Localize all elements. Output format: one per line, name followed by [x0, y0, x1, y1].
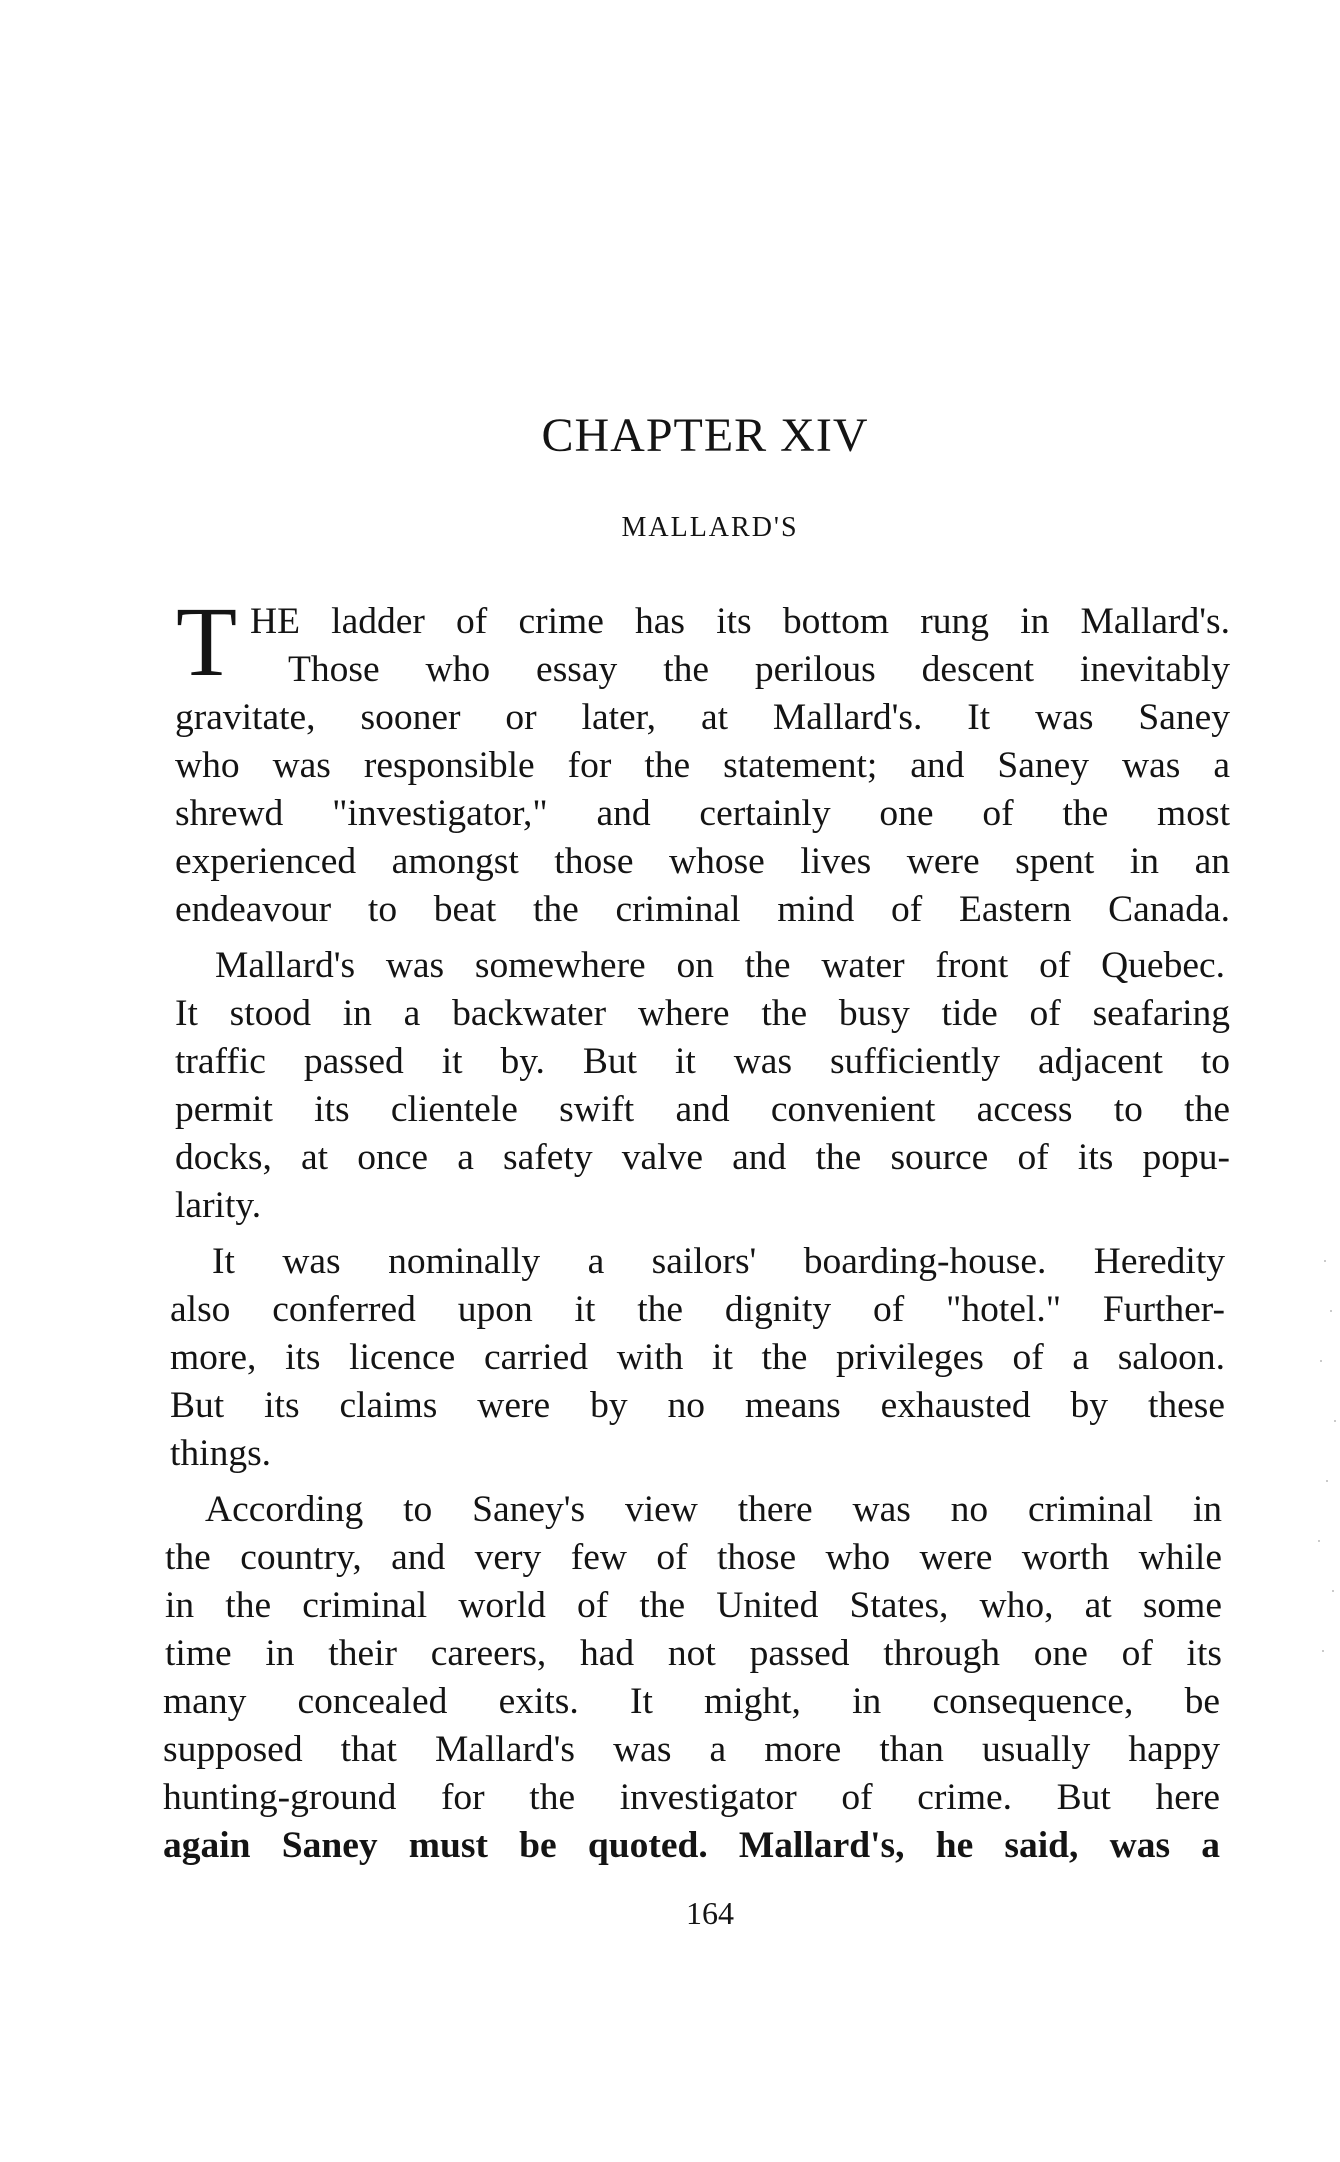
- text-line: permit its clientele swift and convenient access to the: [175, 1089, 1230, 1130]
- chapter-title: CHAPTER XIV: [541, 409, 869, 462]
- text-line: HE ladder of crime has its bottom rung in Mallard's.: [250, 601, 1230, 642]
- text-line: Mallard's was somewhere on the water front of Quebec.: [215, 945, 1225, 986]
- text-line: gravitate, sooner or later, at Mallard's. It was Saney: [175, 697, 1230, 738]
- text-line: in the criminal world of the United States, who, at some: [165, 1585, 1222, 1626]
- text-line: But its claims were by no means exhausted by these: [170, 1385, 1225, 1426]
- text-line: larity.: [175, 1185, 262, 1226]
- text-line: endeavour to beat the criminal mind of Eastern Canada.: [175, 889, 1230, 930]
- text-line: time in their careers, had not passed through one of its: [165, 1633, 1222, 1674]
- text-line: According to Saney's view there was no criminal in: [205, 1489, 1222, 1530]
- text-line: also conferred upon it the dignity of "hotel." Further-: [170, 1289, 1225, 1330]
- text-line: traffic passed it by. But it was sufficiently adjacent to: [175, 1041, 1230, 1082]
- text-line: It was nominally a sailors' boarding-house. Heredity: [212, 1241, 1225, 1282]
- text-line: shrewd "investigator," and certainly one of the most: [175, 793, 1230, 834]
- text-line: the country, and very few of those who were worth while: [165, 1537, 1222, 1578]
- text-line: docks, at once a safety valve and the source of its popu-: [175, 1137, 1230, 1178]
- text-line: things.: [170, 1433, 272, 1474]
- text-line: supposed that Mallard's was a more than usually happy: [163, 1729, 1220, 1770]
- text-line: again Saney must be quoted. Mallard's, he said, was a: [163, 1825, 1220, 1866]
- text-line: many concealed exits. It might, in consequence, be: [163, 1681, 1220, 1722]
- page-number: 164: [686, 1895, 734, 1931]
- text-line: who was responsible for the statement; and Saney was a: [175, 745, 1230, 786]
- text-line: hunting-ground for the investigator of crime. But here: [163, 1777, 1220, 1818]
- text-line: experienced amongst those whose lives were spent in an: [175, 841, 1230, 882]
- text-line: more, its licence carried with it the privileges of a saloon.: [170, 1337, 1225, 1378]
- text-line: Those who essay the perilous descent inevitably: [288, 649, 1230, 690]
- chapter-subtitle: MALLARD'S: [621, 512, 799, 543]
- drop-cap: T: [176, 586, 238, 697]
- scan-noise: [1310, 1240, 1340, 1700]
- text-line: It stood in a backwater where the busy tide of seafaring: [175, 993, 1230, 1034]
